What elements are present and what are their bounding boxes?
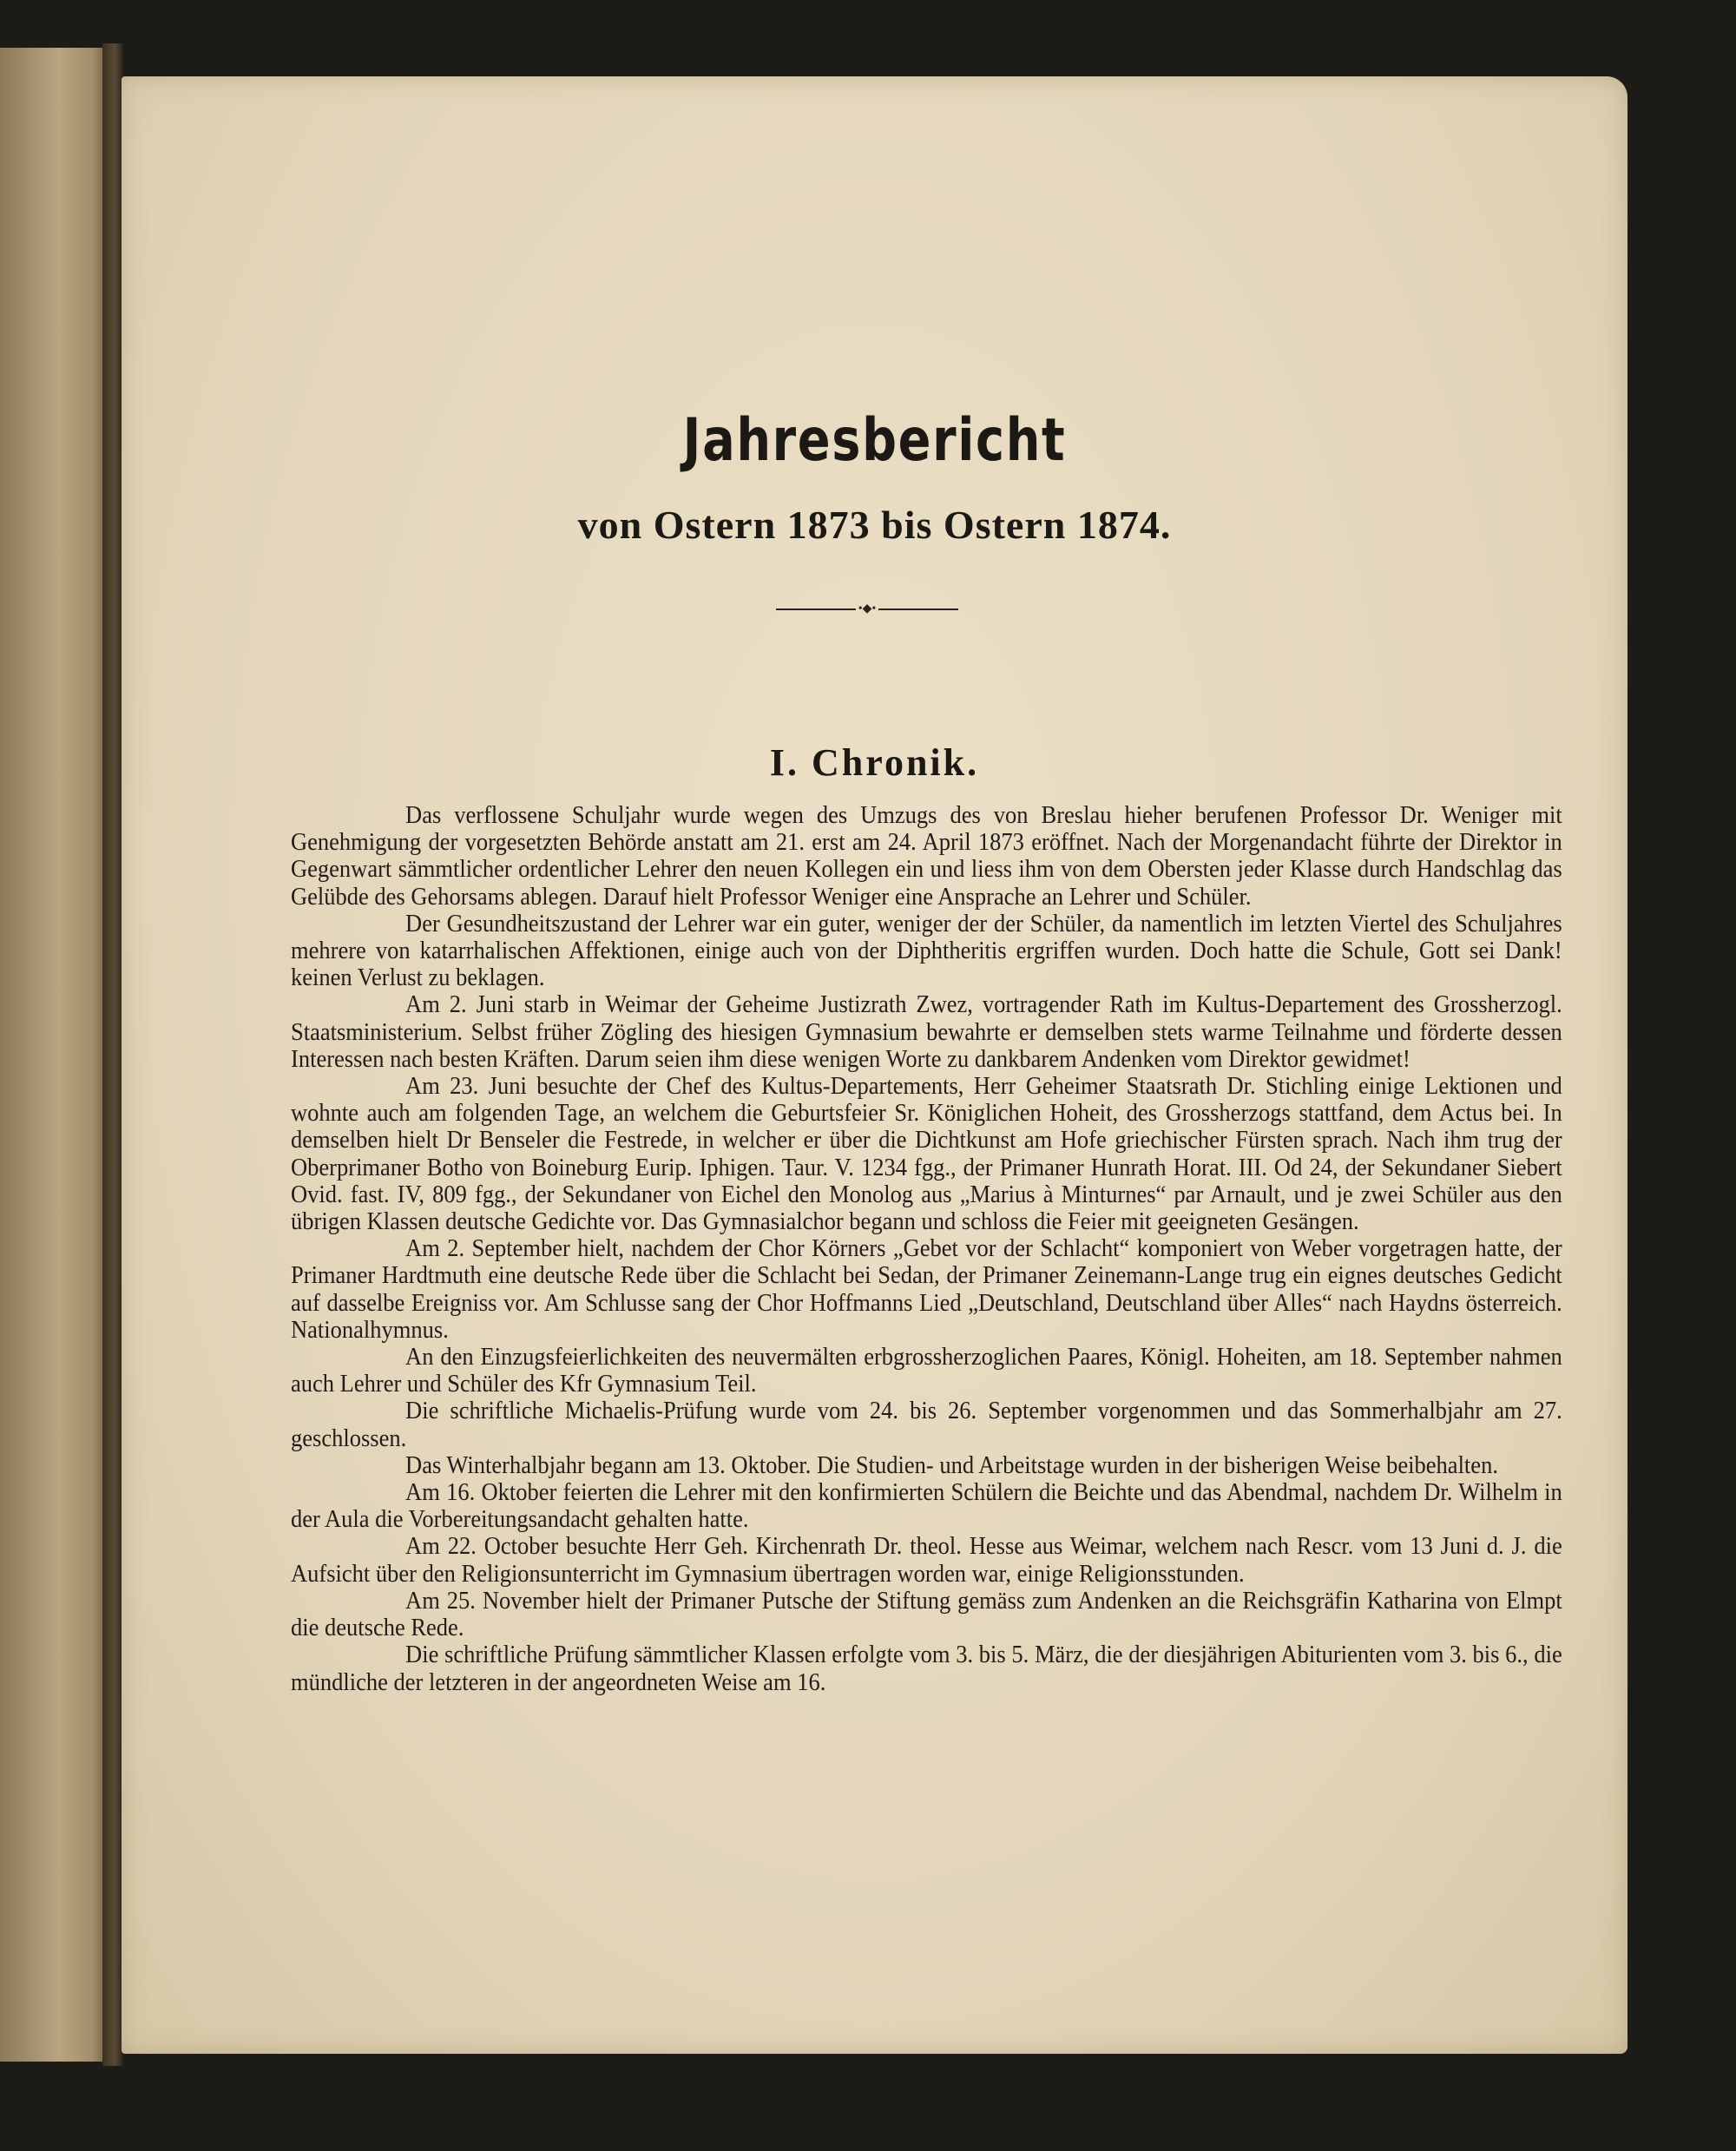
ornament-glyph: •◆•	[858, 602, 877, 615]
paragraph: Das verflossene Schuljahr wurde wegen des Umzugs des von Breslau hieher berufenen Professor Dr. Weniger mit Genehmigung der vorgesetzten Behörde anstatt am 21. erst am 24. April 1873 eröffnet. Nach der Morgenandacht führte der Direktor in Gegenwart sämmtlicher ordentlicher Lehrer den neuen Kollegen ein und liess ihm von dem Obersten jeder Klasse durch Handschlag das Gelübde des Gehorsams ablegen. Darauf hielt Professor Weniger eine Ansprache an Lehrer und Schüler.	[291, 802, 1562, 911]
paragraph: An den Einzugsfeierlichkeiten des neuvermälten erbgrossherzoglichen Paares, Königl. Hoheiten, am 18. September nahmen auch Lehrer und Schüler des Kfr Gymnasium Teil.	[291, 1344, 1562, 1398]
paragraph: Am 16. Oktober feierten die Lehrer mit den konfirmierten Schülern die Beichte und das Abendmal, nachdem Dr. Wilhelm in der Aula die Vorbereitungsandacht gehalten hatte.	[291, 1479, 1562, 1534]
divider-line-left	[776, 608, 856, 610]
document-page	[122, 76, 1628, 2054]
divider-line-right	[878, 608, 958, 610]
paragraph: Am 25. November hielt der Primaner Putsche der Stiftung gemäss zum Andenken an die Reichsgräfin Katharina von Elmpt die deutsche Rede.	[291, 1587, 1562, 1642]
paragraph: Am 2. September hielt, nachdem der Chor Körners „Gebet vor der Schlacht“ komponiert von Weber vorgetragen hatte, der Primaner Hardtmuth eine deutsche Rede über die Schlacht bei Sedan, der Primaner Zeinemann-Lange trug ein eignes deutsches Gedicht auf dasselbe Ereigniss vor. Am Schlusse sang der Chor Hoffmanns Lied „Deutschland, Deutschland über Alles“ nach Haydns österreich. Nationalhymnus.	[291, 1235, 1562, 1344]
left-page-edge	[0, 48, 108, 2062]
page-subtitle: von Ostern 1873 bis Ostern 1874.	[577, 503, 1172, 547]
ornament-divider	[776, 601, 958, 618]
paragraph: Die schriftliche Michaelis-Prüfung wurde vom 24. bis 26. September vorgenommen und das Sommerhalbjahr am 27. geschlossen.	[291, 1398, 1562, 1452]
paragraph: Der Gesundheitszustand der Lehrer war ein guter, weniger der der Schüler, da namentlich im letzten Viertel des Schuljahres mehrere von katarrhalischen Affektionen, einige auch von der Diphtheritis ergriffen wurden. Doch hatte die Schule, Gott sei Dank! keinen Verlust zu beklagen.	[291, 910, 1562, 992]
book-gutter	[102, 43, 123, 2066]
paragraph: Die schriftliche Prüfung sämmtlicher Klassen erfolgte vom 3. bis 5. März, die der diesjährigen Abiturienten vom 3. bis 6., die mündliche der letzteren in der angeordneten Weise am 16.	[291, 1641, 1562, 1696]
section-heading: I. Chronik.	[769, 741, 980, 784]
paragraph: Das Winterhalbjahr begann am 13. Oktober. Die Studien- und Arbeitstage wurden in der bisherigen Weise beibehalten.	[405, 1451, 1498, 1479]
paragraph: Am 2. Juni starb in Weimar der Geheime Justizrath Zwez, vortragender Rath im Kultus-Departement des Grossherzogl. Staatsministerium. Selbst früher Zögling des hiesigen Gymnasium bewahrte er demselben stets warme Teilnahme und förderte dessen Interessen nach besten Kräften. Darum seien ihm diese wenigen Worte zu dankbarem Andenken vom Direktor gewidmet!	[291, 991, 1562, 1073]
paragraph: Am 23. Juni besuchte der Chef des Kultus-Departements, Herr Geheimer Staatsrath Dr. Stichling einige Lektionen und wohnte auch am folgenden Tage, an welchem die Geburtsfeier Sr. Königlichen Hoheit, des Grossherzogs stattfand, dem Actus bei. In demselben hielt Dr Benseler die Festrede, in welcher er über die Dichtkunst am Hofe griechischer Fürsten sprach. Nach ihm trug der Oberprimaner Botho von Boineburg Eurip. Iphigen. Taur. V. 1234 fgg., der Primaner Hunrath Horat. III. Od 24, der Sekundaner Siebert Ovid. fast. IV, 809 fgg., der Sekundaner von Eichel den Monolog aus „Marius à Minturnes“ par Arnault, und je zwei Schüler aus den übrigen Klassen deutsche Gedichte vor. Das Gymnasialchor begann und schloss die Feier mit geeigneten Gesängen.	[291, 1073, 1562, 1236]
paragraph: Am 22. October besuchte Herr Geh. Kirchenrath Dr. theol. Hesse aus Weimar, welchem nach Rescr. vom 13 Juni d. J. die Aufsicht über den Religionsunterricht im Gymnasium übertragen worden war, einige Religionsstunden.	[291, 1533, 1562, 1588]
page-title: Jahresbericht	[682, 406, 1067, 475]
body-text	[291, 802, 1562, 1696]
